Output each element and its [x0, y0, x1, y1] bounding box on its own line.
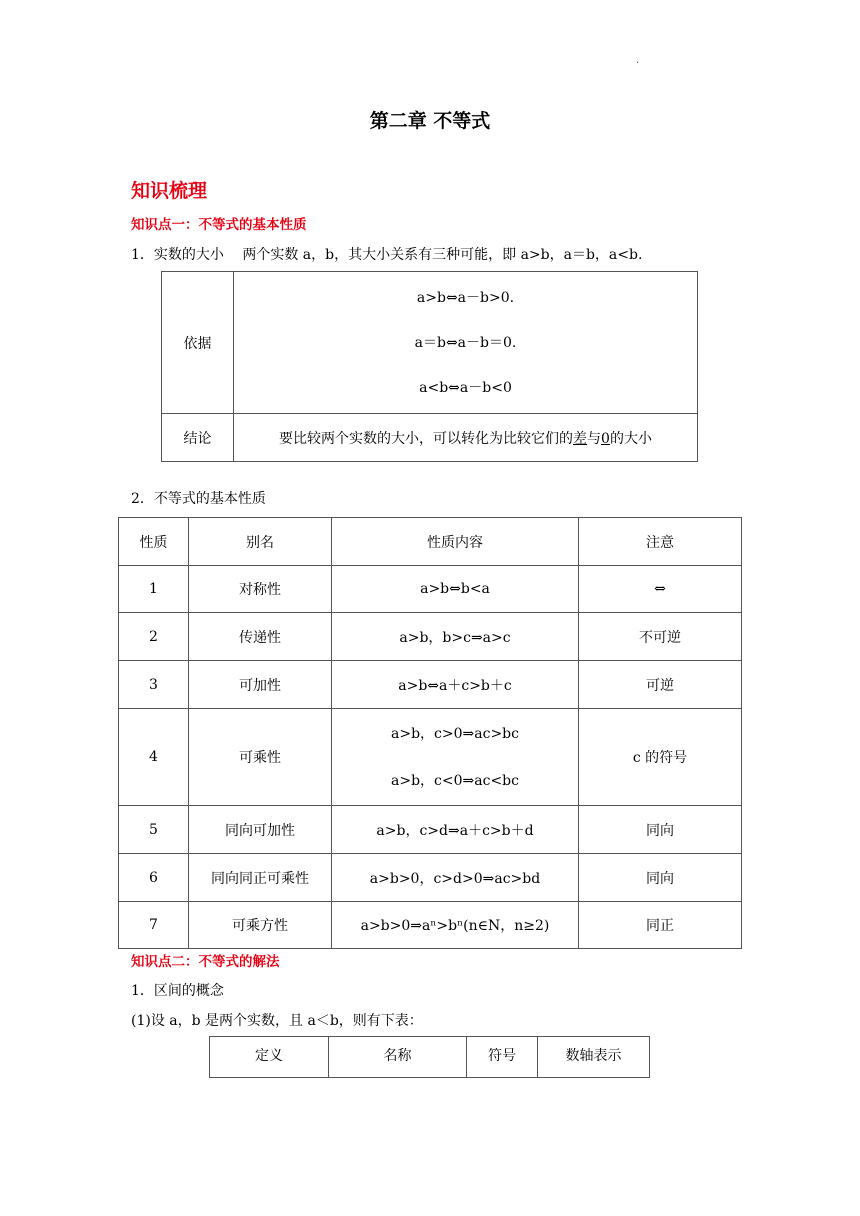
property-note: c 的符号 [579, 709, 742, 806]
property-content: a>b>0，c>d>0⇒ac>bd [332, 854, 579, 902]
interval-table [209, 1036, 650, 1078]
table-row [119, 709, 742, 806]
basic-properties-heading: 2．不等式的基本性质 [131, 491, 266, 507]
basis-line: a<b⇔a－b<0 [419, 379, 512, 396]
comparison-table [161, 271, 698, 462]
section-title: 知识梳理 [131, 180, 208, 202]
interval-intro-line: (1)设 a，b 是两个实数，且 a＜b，则有下表： [131, 1013, 423, 1029]
property-note: 同正 [579, 902, 742, 949]
header-cell: 性质内容 [332, 518, 579, 566]
property-number: 2 [119, 613, 189, 661]
property-alias: 可乘方性 [189, 902, 332, 949]
header-cell: 别名 [189, 518, 332, 566]
property-note: 同向 [579, 854, 742, 902]
property-number: 6 [119, 854, 189, 902]
table-row [119, 806, 742, 854]
chapter-title: 第二章 不等式 [369, 110, 491, 132]
property-number: 7 [119, 902, 189, 949]
real-number-size-line: 1．实数的大小 两个实数 a，b，其大小关系有三种可能，即 a>b，a＝b，a<b. [131, 247, 643, 263]
table-row [119, 902, 742, 949]
header-cell: 定义 [210, 1037, 329, 1078]
property-alias: 同向可加性 [189, 806, 332, 854]
property-alias: 传递性 [189, 613, 332, 661]
knowledge-point-2-title: 知识点二：不等式的解法 [131, 954, 280, 970]
table-row [119, 566, 742, 613]
property-alias: 可乘性 [189, 709, 332, 806]
property-content: a>b，c>d⇒a＋c>b＋d [332, 806, 579, 854]
conclusion-text: 与 [587, 430, 602, 447]
conclusion-content [234, 414, 698, 462]
basis-label: 依据 [162, 272, 234, 414]
table-row [119, 854, 742, 902]
table-row [119, 661, 742, 709]
basis-content [234, 272, 698, 414]
properties-table [118, 517, 742, 949]
property-content: a>b，b>c⇒a>c [332, 613, 579, 661]
interval-concept-heading: 1．区间的概念 [131, 983, 224, 999]
property-number: 3 [119, 661, 189, 709]
property-content [332, 709, 579, 806]
property-content-line: a>b，c<0⇒ac<bc [391, 772, 519, 789]
property-content-line: a>b，c>0⇒ac>bc [391, 725, 519, 742]
property-note: 不可逆 [579, 613, 742, 661]
property-number: 1 [119, 566, 189, 613]
header-cell: 名称 [329, 1037, 467, 1078]
header-cell: 注意 [579, 518, 742, 566]
conclusion-text: 要比较两个实数的大小，可以转化为比较它们的 [279, 430, 574, 447]
header-cell: 数轴表示 [538, 1037, 650, 1078]
header-mark: · [636, 58, 640, 69]
conclusion-underline-zero: 0 [601, 430, 610, 447]
property-note: 同向 [579, 806, 742, 854]
conclusion-label: 结论 [162, 414, 234, 462]
property-content: a>b⇔b<a [332, 566, 579, 613]
header-cell: 性质 [119, 518, 189, 566]
property-note: ⇔ [579, 566, 742, 613]
property-alias: 同向同正可乘性 [189, 854, 332, 902]
property-number: 5 [119, 806, 189, 854]
table-row [119, 613, 742, 661]
property-number: 4 [119, 709, 189, 806]
conclusion-underline-diff: 差 [573, 430, 588, 447]
property-alias: 可加性 [189, 661, 332, 709]
property-content: a>b>0⇒aⁿ>bⁿ(n∈N，n≥2) [332, 902, 579, 949]
knowledge-point-1-title: 知识点一：不等式的基本性质 [131, 217, 307, 233]
basis-line: a>b⇔a－b>0. [416, 289, 515, 306]
conclusion-text: 的大小 [609, 430, 652, 447]
property-content: a>b⇔a＋c>b＋c [332, 661, 579, 709]
property-alias: 对称性 [189, 566, 332, 613]
property-note: 可逆 [579, 661, 742, 709]
header-cell: 符号 [467, 1037, 538, 1078]
basis-line: a＝b⇔a－b＝0. [414, 334, 517, 351]
